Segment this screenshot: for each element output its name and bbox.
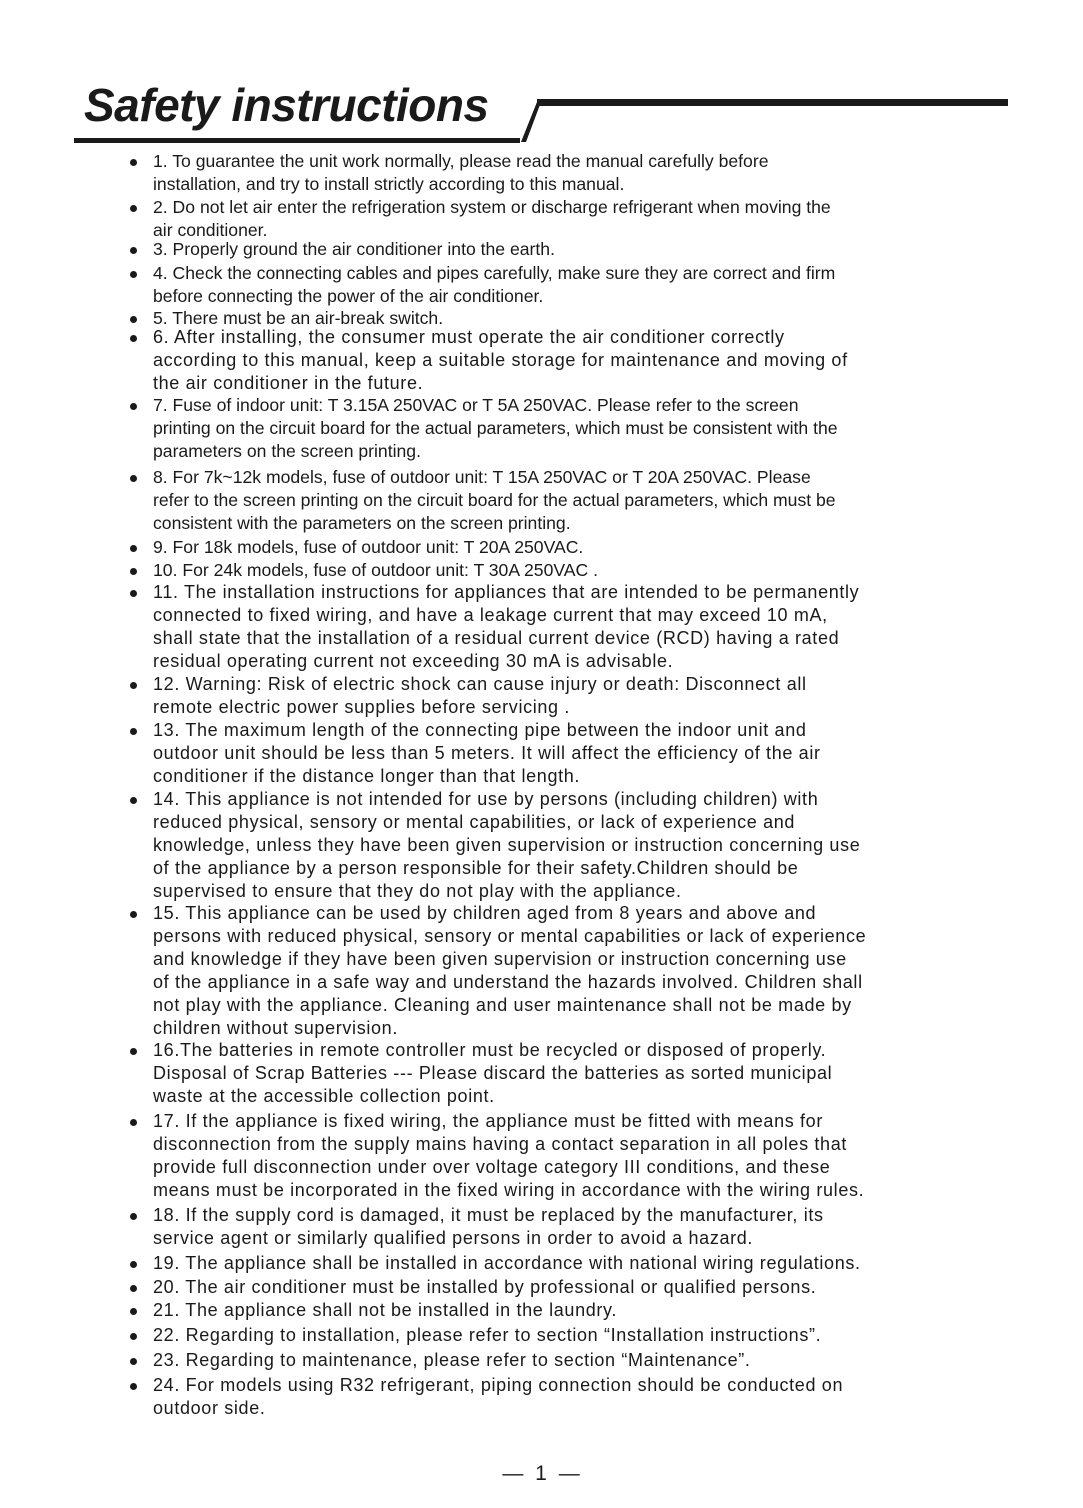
bullet-icon [130, 545, 137, 552]
bullet-icon [130, 1308, 137, 1315]
bullet-icon [130, 403, 137, 410]
list-item: 10. For 24k models, fuse of outdoor unit: T 30A 250VAC . [153, 559, 968, 582]
list-item: 13. The maximum length of the connecting pipe between the indoor unit and outdoor unit should be less than 5 meters. It will affect the efficiency of the air conditioner if the distance longer than that length. [153, 719, 968, 788]
list-item: 19. The appliance shall be installed in accordance with national wiring regulations. [153, 1252, 968, 1275]
list-item: 14. This appliance is not intended for use by persons (including children) with reduced physical, sensory or mental capabilities, or lack of experience and knowledge, unless they have been given supervision or instruction concerning use of the appliance by a person responsible for their safety.Children should be supervised to ensure that they do not play with the appliance. [153, 788, 968, 903]
list-item: 8. For 7k~12k models, fuse of outdoor unit: T 15A 250VAC or T 20A 250VAC. Please refer to the screen printing on the circuit board for the actual parameters, which must be consistent with the parameters on the screen printing. [153, 466, 968, 535]
page-number-dash-right: — [558, 1462, 580, 1485]
bullet-icon [130, 568, 137, 575]
bullet-icon [130, 1261, 137, 1268]
list-item: 17. If the appliance is fixed wiring, the appliance must be fitted with means for disconnection from the supply mains having a contact separation in all poles that provide full disconnection under over voltage category III conditions, and these means must be incorporated in the fixed wiring in accordance with the wiring rules. [153, 1110, 968, 1202]
list-item: 22. Regarding to installation, please refer to section “Installation instructions”. [153, 1324, 968, 1347]
bullet-icon [130, 911, 137, 918]
list-item: 1. To guarantee the unit work normally, please read the manual carefully before installation, and try to install strictly according to this manual. [153, 150, 968, 196]
list-item: 5. There must be an air-break switch. [153, 307, 968, 330]
list-item: 7. Fuse of indoor unit: T 3.15A 250VAC or T 5A 250VAC. Please refer to the screen printing on the circuit board for the actual parameters, which must be consistent with the parameters on the screen printing. [153, 394, 968, 463]
bullet-icon [130, 316, 137, 323]
bullet-icon [130, 247, 137, 254]
bullet-icon [130, 797, 137, 804]
list-item: 15. This appliance can be used by children aged from 8 years and above and persons with reduced physical, sensory or mental capabilities or lack of experience and knowledge if they have been given supervision or instruction concerning use of the appliance in a safe way and understand the hazards involved. Children shall not play with the appliance. Cleaning and user maintenance shall not be made by children without supervision. [153, 902, 968, 1040]
list-item: 20. The air conditioner must be installed by professional or qualified persons. [153, 1276, 968, 1299]
list-item: 12. Warning: Risk of electric shock can cause injury or death: Disconnect all remote electric power supplies before servicing . [153, 673, 968, 719]
bullet-icon [130, 1119, 137, 1126]
bullet-icon [130, 205, 137, 212]
section-header [0, 0, 1083, 150]
list-item: 23. Regarding to maintenance, please refer to section “Maintenance”. [153, 1349, 968, 1372]
list-item: 11. The installation instructions for appliances that are intended to be permanently connected to fixed wiring, and have a leakage current that may exceed 10 mA, shall state that the installation of a residual current device (RCD) having a rated residual operating current not exceeding 30 mA is advisable. [153, 581, 968, 673]
page-number-dash-left: — [502, 1462, 524, 1485]
list-item: 6. After installing, the consumer must operate the air conditioner correctly according to this manual, keep a suitable storage for maintenance and moving of the air conditioner in the future. [153, 326, 968, 395]
list-item: 21. The appliance shall not be installed in the laundry. [153, 1299, 968, 1322]
bullet-icon [130, 475, 137, 482]
bullet-icon [130, 271, 137, 278]
page-number [500, 1463, 582, 1484]
page-title: Safety instructions [84, 79, 489, 131]
list-item: 24. For models using R32 refrigerant, piping connection should be conducted on outdoor side. [153, 1374, 968, 1420]
bullet-icon [130, 335, 137, 342]
bullet-icon [130, 590, 137, 597]
bullet-icon [130, 728, 137, 735]
bullet-icon [130, 1213, 137, 1220]
bullet-icon [130, 1358, 137, 1365]
bullet-icon [130, 1383, 137, 1390]
list-item: 18. If the supply cord is damaged, it must be replaced by the manufacturer, its service agent or similarly qualified persons in order to avoid a hazard. [153, 1204, 968, 1250]
page-number-value: 1 [535, 1462, 547, 1485]
list-item: 9. For 18k models, fuse of outdoor unit: T 20A 250VAC. [153, 536, 968, 559]
list-item: 2. Do not let air enter the refrigeration system or discharge refrigerant when moving the air conditioner. [153, 196, 968, 242]
bullet-icon [130, 1333, 137, 1340]
list-item: 3. Properly ground the air conditioner into the earth. [153, 238, 968, 261]
bullet-icon [130, 159, 137, 166]
bullet-icon [130, 1285, 137, 1292]
list-item: 16.The batteries in remote controller must be recycled or disposed of properly. Disposal of Scrap Batteries --- Please discard the batteries as sorted municipal waste at the accessible collection point. [153, 1039, 968, 1108]
bullet-icon [130, 682, 137, 689]
bullet-icon [130, 1048, 137, 1055]
list-item: 4. Check the connecting cables and pipes carefully, make sure they are correct and firm before connecting the power of the air conditioner. [153, 262, 968, 308]
